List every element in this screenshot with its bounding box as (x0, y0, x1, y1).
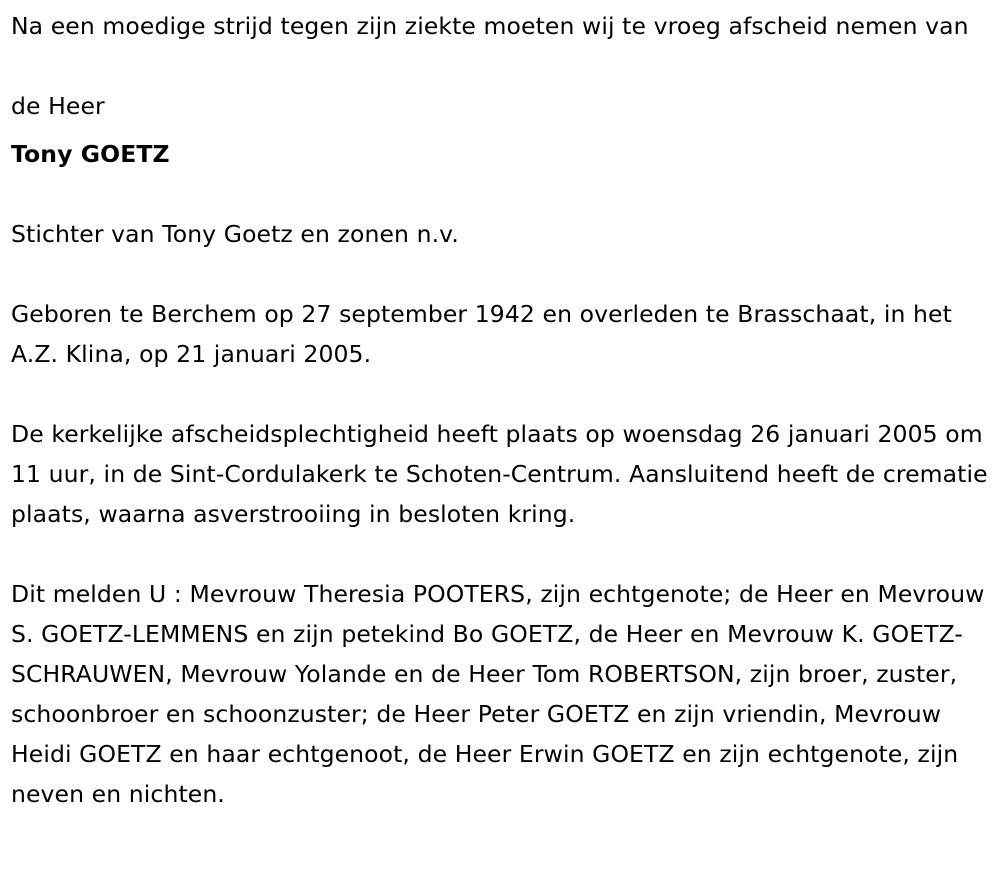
role-text: Stichter van Tony Goetz en zonen n.v. (11, 220, 459, 248)
deceased-name: Tony GOETZ (11, 140, 170, 168)
ceremony-text: De kerkelijke afscheidsplechtigheid heeft plaats op woensdag 26 januari 2005 om 11 uur, in de Sint-Cordulakerk te Schoten-Centrum. Aansluitend heeft de crematie plaats, waarna asverstrooiing in besloten kring. (11, 420, 988, 528)
birth-death-text: Geboren te Berchem op 27 september 1942 en overleden te Brasschaat, in het A.Z. Klina, op 21 januari 2005. (11, 300, 952, 368)
intro-text: Na een moedige strijd tegen zijn ziekte moeten wij te vroeg afscheid nemen van (11, 12, 969, 40)
salutation: de Heer (11, 92, 105, 120)
announcers-text: Dit melden U : Mevrouw Theresia POOTERS, zijn echtgenote; de Heer en Mevrouw S. GOETZ-LEMMENS en zijn petekind Bo GOETZ, de Heer en Mevrouw K. GOETZ-SCHRAUWEN, Mevrouw Yolande en de Heer Tom ROBERTSON, zijn broer, zuster, schoonbroer en schoonzuster; de Heer Peter GOETZ en zijn vriendin, Mevrouw Heidi GOETZ en haar echtgenoot, de Heer Erwin GOETZ en zijn echtgenote, zijn neven en nichten. (11, 580, 985, 808)
